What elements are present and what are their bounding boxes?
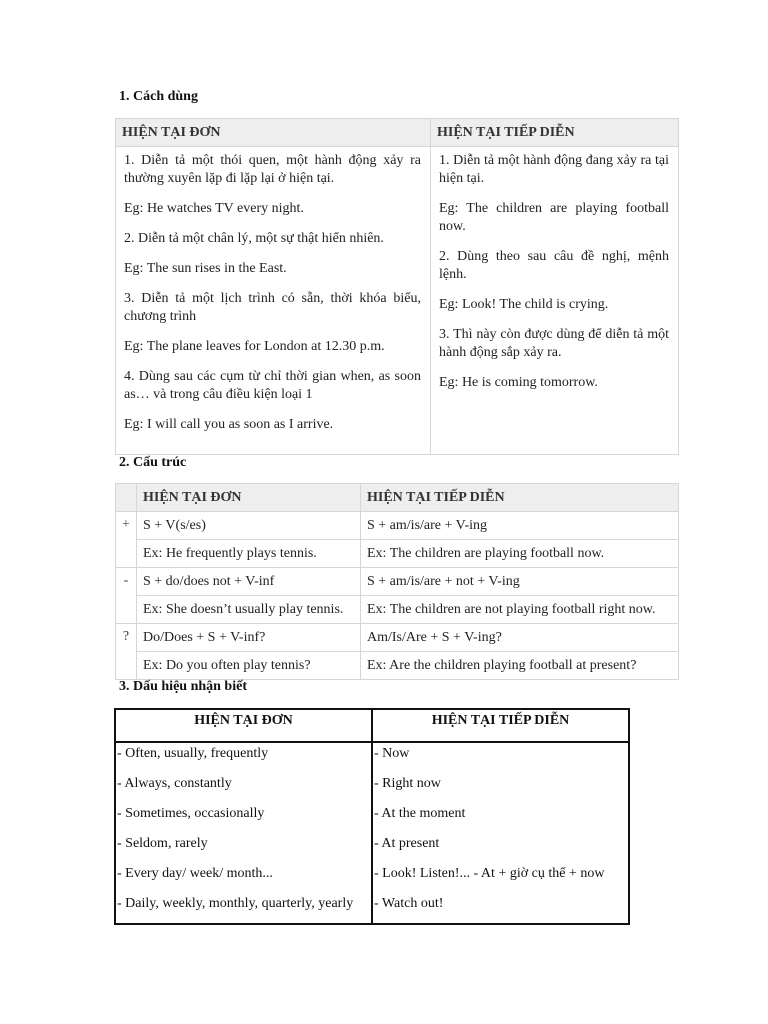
- affirmative-sign: +: [116, 512, 137, 568]
- usage-simple-example: Eg: I will call you as soon as I arrive.: [124, 417, 334, 432]
- signal-continuous-item: - At the moment: [374, 806, 466, 821]
- structure-simple-formula: S + do/does not + V-inf: [137, 568, 361, 596]
- usage-continuous-cell: [431, 147, 679, 455]
- structure-continuous-example: Ex: The children are playing football now.: [361, 540, 679, 568]
- signal-continuous-list: [374, 745, 626, 925]
- usage-simple-header: HIỆN TẠI ĐƠN: [116, 119, 431, 147]
- structure-continuous-formula: S + am/is/are + V-ing: [361, 512, 679, 540]
- negative-sign: -: [116, 568, 137, 624]
- usage-table-header-row: [116, 119, 679, 147]
- signal-simple-list: [117, 745, 369, 925]
- signal-simple-item: - Every day/ week/ month...: [117, 866, 273, 881]
- structure-row-negative: [116, 568, 679, 596]
- structure-table-header-row: [116, 484, 679, 512]
- structure-row-question-example: [116, 652, 679, 680]
- usage-simple-item: 1. Diễn tả một thói quen, một hành động xảy ra thường xuyên lặp đi lặp lại ở hiện tại.: [124, 153, 421, 186]
- usage-simple-example: Eg: The plane leaves for London at 12.30 p.m.: [124, 339, 385, 354]
- usage-simple-example: Eg: He watches TV every night.: [124, 201, 304, 216]
- header-divider: [116, 741, 628, 743]
- usage-table: [115, 118, 679, 455]
- signal-words-table: [114, 708, 630, 925]
- structure-simple-example: Ex: Do you often play tennis?: [137, 652, 361, 680]
- structure-continuous-formula: S + am/is/are + not + V-ing: [361, 568, 679, 596]
- signal-simple-item: - Always, constantly: [117, 776, 232, 791]
- signal-simple-item: - Sometimes, occasionally: [117, 806, 265, 821]
- structure-simple-formula: Do/Does + S + V-inf?: [137, 624, 361, 652]
- signal-continuous-header: HIỆN TẠI TIẾP DIỄN: [431, 713, 570, 728]
- usage-simple-item: 4. Dùng sau các cụm từ chỉ thời gian when, as soon as… và trong câu điều kiện loại 1: [124, 369, 421, 402]
- signal-continuous-item: - Look! Listen!... - At + giờ cụ thể + now: [374, 866, 605, 881]
- section-2-heading: 2. Cấu trúc: [119, 455, 187, 470]
- structure-continuous-header: HIỆN TẠI TIẾP DIỄN: [361, 484, 679, 512]
- section-1-heading: 1. Cách dùng: [119, 89, 198, 104]
- structure-simple-formula: S + V(s/es): [137, 512, 361, 540]
- structure-row-affirmative: [116, 512, 679, 540]
- structure-row-affirmative-example: [116, 540, 679, 568]
- usage-simple-cell: [116, 147, 431, 455]
- signal-simple-item: - Seldom, rarely: [117, 836, 208, 851]
- signal-continuous-item: - At present: [374, 836, 440, 851]
- signal-continuous-item: - Watch out!: [374, 896, 444, 911]
- usage-table-body-row: [116, 147, 679, 455]
- usage-continuous-header: HIỆN TẠI TIẾP DIỄN: [431, 119, 679, 147]
- structure-continuous-example: Ex: Are the children playing football at present?: [361, 652, 679, 680]
- signal-continuous-item: - Right now: [374, 776, 441, 791]
- usage-simple-example: Eg: The sun rises in the East.: [124, 261, 287, 276]
- usage-continuous-item: 3. Thì này còn được dùng để diễn tả một hành động sắp xảy ra.: [439, 327, 669, 360]
- structure-simple-header: HIỆN TẠI ĐƠN: [137, 484, 361, 512]
- structure-simple-example: Ex: She doesn’t usually play tennis.: [137, 596, 361, 624]
- usage-continuous-item: 1. Diễn tả một hành động đang xảy ra tại hiện tại.: [439, 153, 669, 186]
- structure-continuous-example: Ex: The children are not playing football right now.: [361, 596, 679, 624]
- structure-simple-example: Ex: He frequently plays tennis.: [137, 540, 361, 568]
- usage-continuous-example: Eg: Look! The child is crying.: [439, 297, 609, 312]
- signal-continuous-item: - Now: [374, 746, 410, 761]
- structure-continuous-formula: Am/Is/Are + S + V-ing?: [361, 624, 679, 652]
- usage-continuous-example: Eg: He is coming tomorrow.: [439, 375, 598, 390]
- structure-table: [115, 483, 679, 680]
- section-3-heading: 3. Dấu hiệu nhận biết: [119, 679, 247, 694]
- structure-row-question: [116, 624, 679, 652]
- signal-simple-header: HIỆN TẠI ĐƠN: [194, 713, 293, 728]
- signal-simple-item: - Often, usually, frequently: [117, 746, 269, 761]
- structure-sign-header: [116, 484, 137, 512]
- structure-row-negative-example: [116, 596, 679, 624]
- usage-continuous-example: Eg: The children are playing football now.: [439, 201, 669, 234]
- question-sign: ?: [116, 624, 137, 680]
- usage-simple-item: 3. Diễn tả một lịch trình có sẵn, thời khóa biểu, chương trình: [124, 291, 421, 324]
- usage-continuous-item: 2. Dùng theo sau câu đề nghị, mệnh lệnh.: [439, 249, 669, 282]
- usage-simple-item: 2. Diễn tả một chân lý, một sự thật hiển nhiên.: [124, 231, 384, 246]
- signal-simple-item: - Daily, weekly, monthly, quarterly, yearly: [117, 896, 354, 911]
